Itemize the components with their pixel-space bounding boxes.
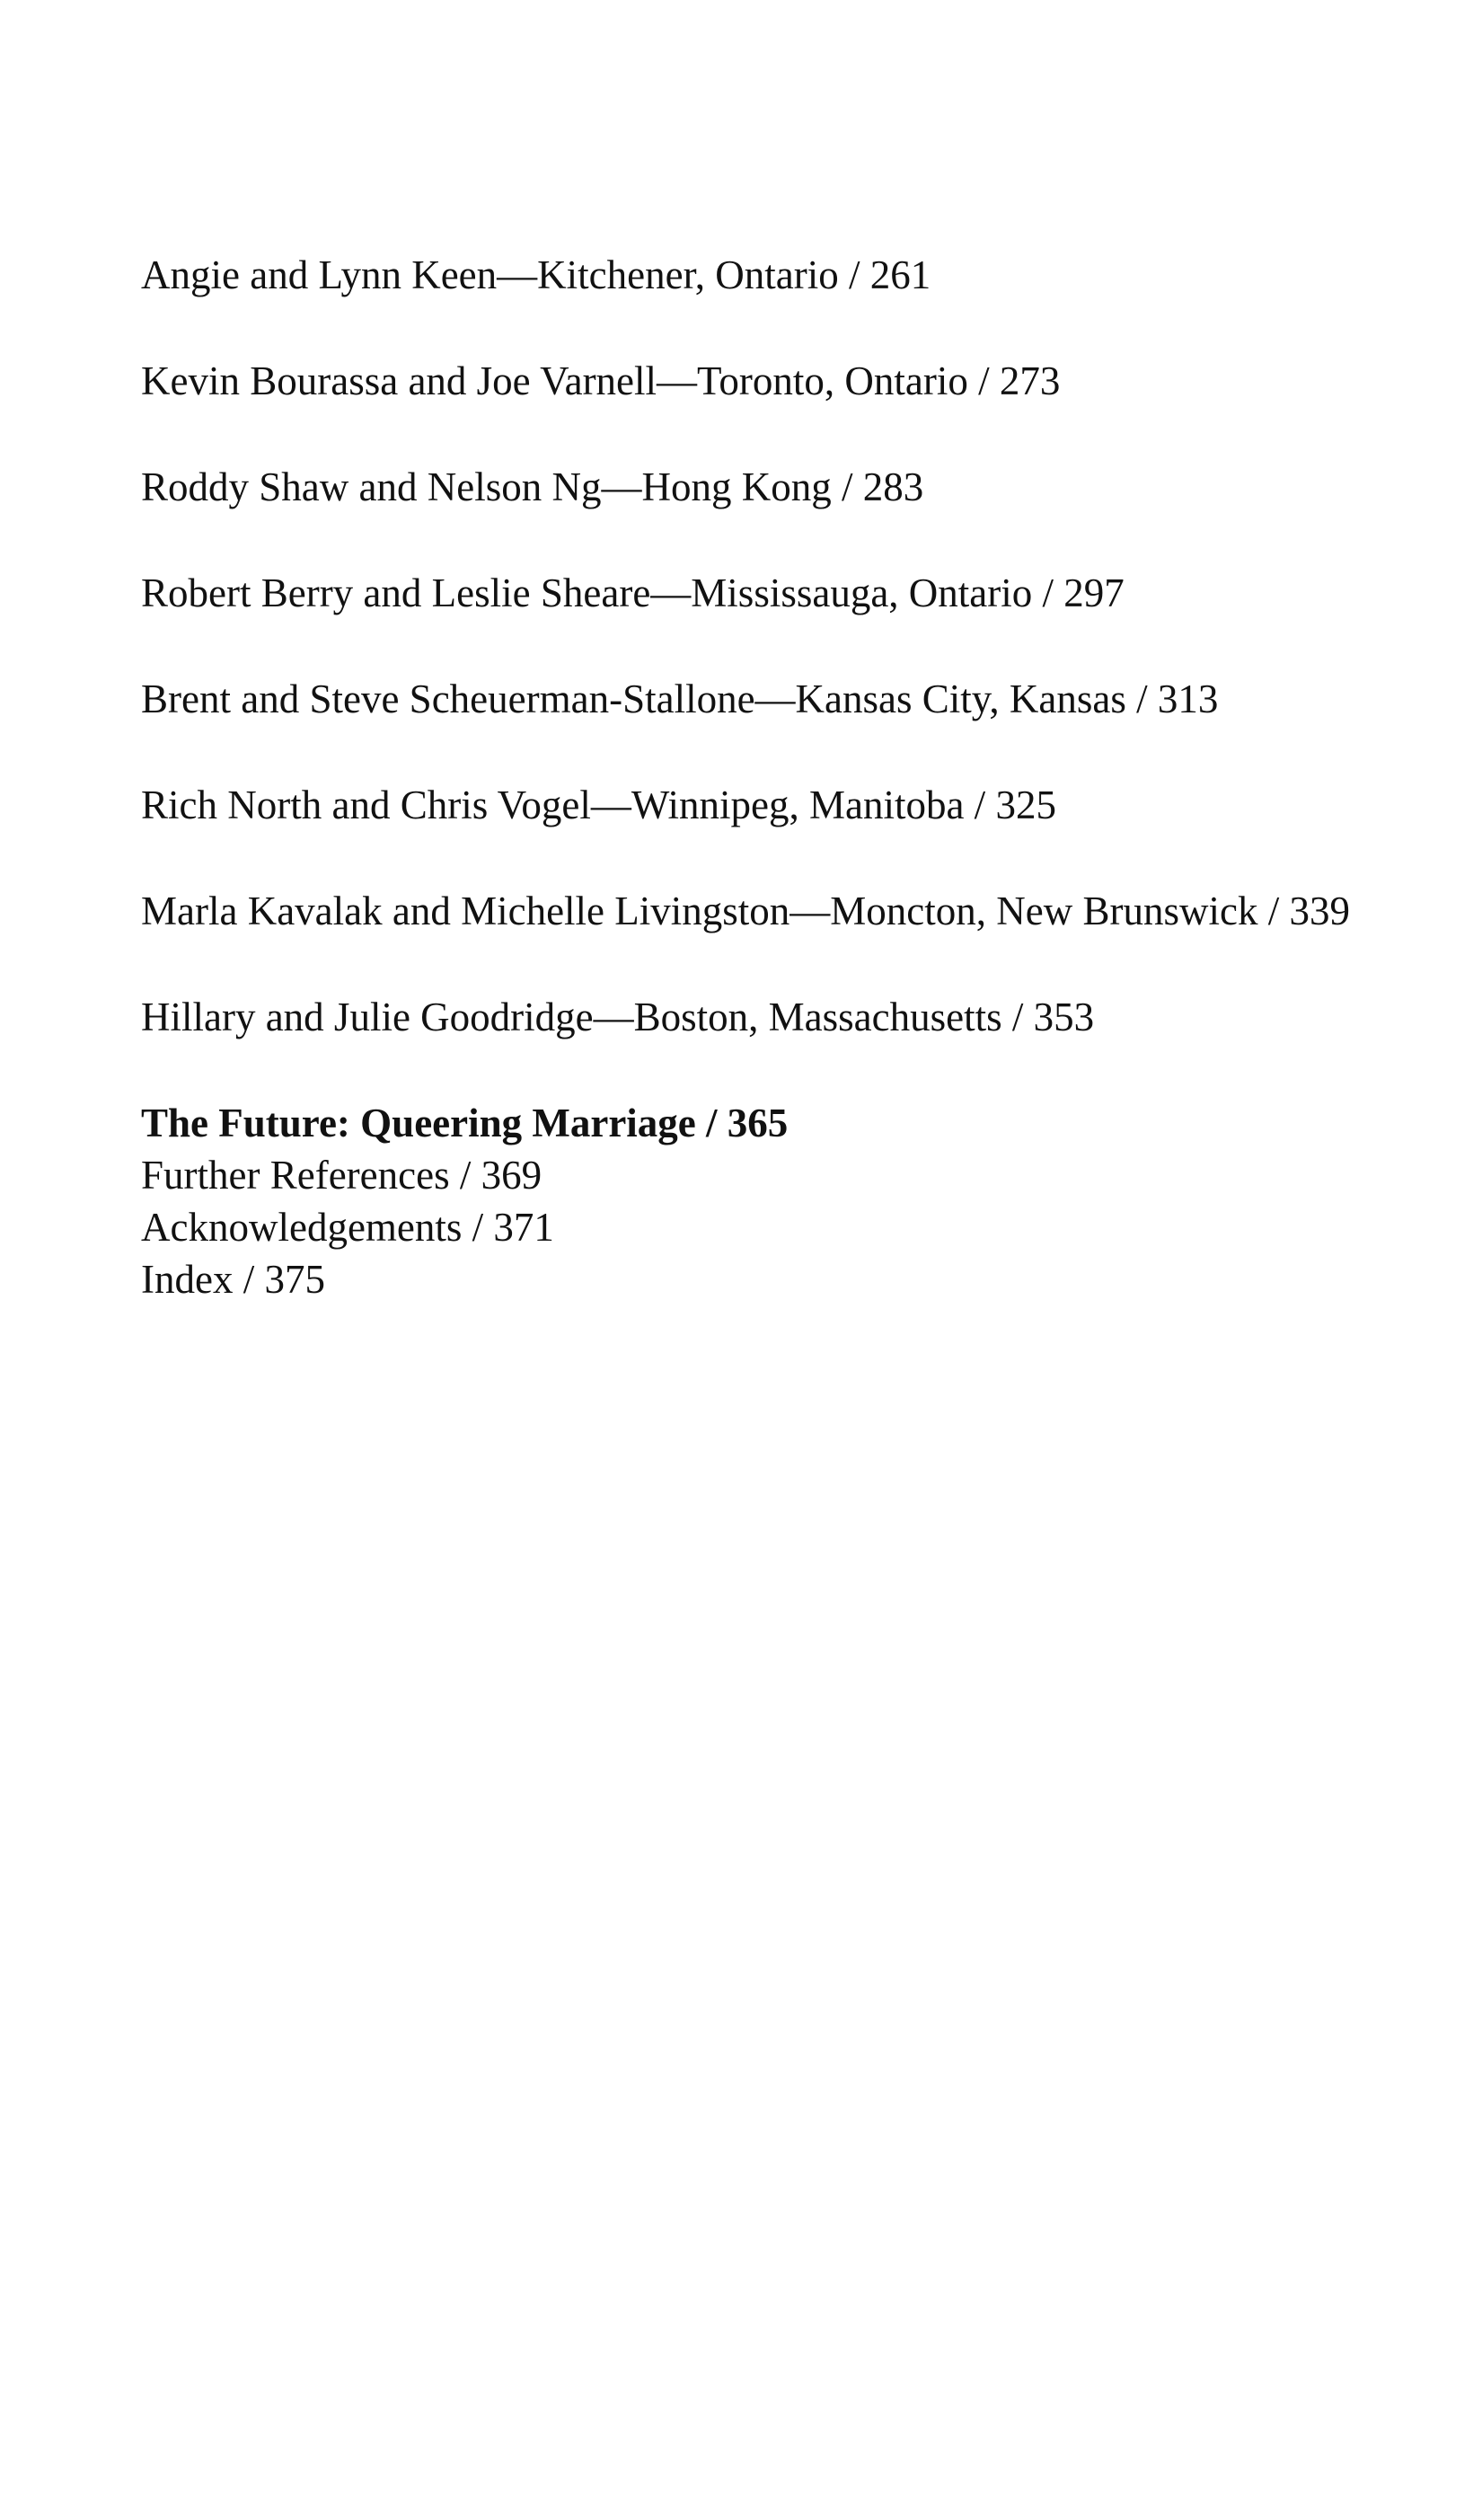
toc-entry-keen: Angie and Lynn Keen—Kitchener, Ontario / 261	[141, 252, 931, 297]
toc-entry-shaw-ng: Roddy Shaw and Nelson Ng—Hong Kong / 283	[141, 464, 924, 509]
toc-entry-kavalak-livingston: Marla Kavalak and Michelle Livingston—Moncton, New Brunswick / 339	[141, 889, 1350, 933]
toc-entry-acknowledgements: Acknowledgements / 371	[141, 1205, 554, 1250]
toc-entry-bourassa-varnell: Kevin Bourassa and Joe Varnell—Toronto, Ontario / 273	[141, 358, 1061, 403]
toc-entry-goodridge: Hillary and Julie Goodridge—Boston, Massachusetts / 353	[141, 995, 1095, 1039]
toc-entry-north-vogel: Rich North and Chris Vogel—Winnipeg, Manitoba / 325	[141, 783, 1056, 827]
table-of-contents	[141, 250, 1452, 1305]
section-title-future: The Future: Queering Marriage / 365	[141, 1101, 789, 1145]
toc-entry-index: Index / 375	[141, 1257, 325, 1302]
toc-entry-berry-sheare: Robert Berry and Leslie Sheare—Mississauga, Ontario / 297	[141, 570, 1125, 615]
toc-entry-further-references: Further References / 369	[141, 1153, 543, 1198]
toc-entry-scheuerman-stallone: Brent and Steve Scheuerman-Stallone—Kansas City, Kansas / 313	[141, 676, 1219, 721]
